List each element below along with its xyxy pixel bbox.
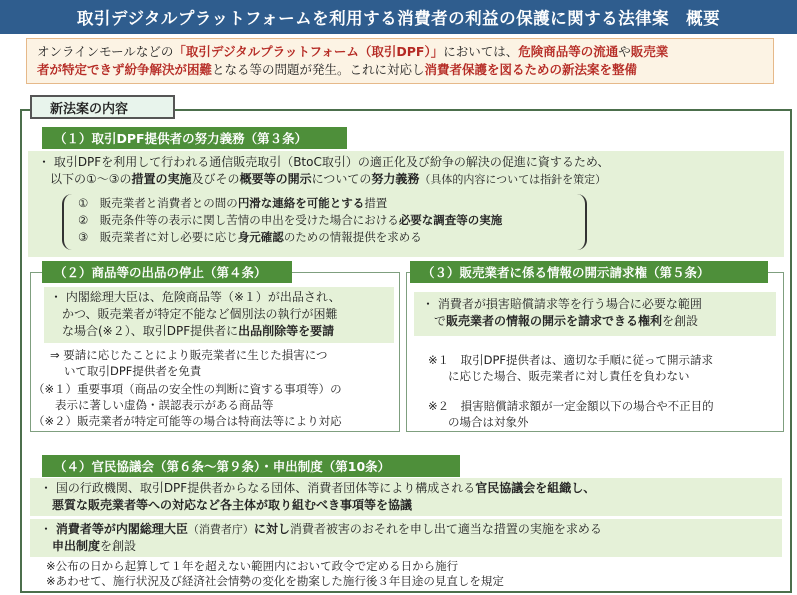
section-2-footnotes: （※１）重要事項（商品の安全性の判断に資する事項等）の 表示に著しい虚偽・誤認表示がある商品等 （※２）販売業者が特定可能等の場合は特商法等により対応 — [33, 382, 342, 428]
intro-line-2: 者が特定できず紛争解決が困難となる等の問題が発生。これに対応し消費者保護を図るための新法案を整備 — [37, 62, 638, 77]
section-4-footnotes: ※公布の日から起算して１年を超えない範囲内において政令で定める日から施行 ※あわせて、施行状況及び経済社会情勢の変化を勘案した施行後３年目途の見直しを規定 — [46, 559, 504, 588]
intro-summary-box — [26, 38, 774, 84]
section-1-heading: （１）取引DPF提供者の努力義務（第３条） — [42, 127, 347, 149]
section-2-box — [44, 287, 394, 343]
section-3-note-2: ※２ 損害賠償請求額が一定金額以下の場合や不正目的 の場合は対象外 — [428, 399, 714, 429]
measure-item-2: ② 販売条件等の表示に関し苦情の申出を受けた場合における必要な調査等の実施 — [78, 213, 503, 227]
section-4-bullet-2-line-2: 申出制度を創設 — [52, 539, 137, 553]
section-3-heading: （３）販売業者に係る情報の開示請求権（第５条） — [410, 261, 768, 283]
intro-line-1: オンラインモールなどの「取引デジタルプラットフォーム（取引DPF）」においては、危険商品等の流通や販売業 — [37, 44, 669, 59]
section-4-box-1 — [30, 478, 782, 516]
section-1-measures-list — [62, 194, 587, 250]
section-2-bullet-line-2: かつ、販売業者が特定不能など個別法の執行が困難 — [62, 307, 338, 321]
section-4-bullet-1-line-2: 悪質な販売業者等への対応など各主体が取り組むべき事項等を協議 — [52, 498, 413, 512]
section-3-bullet-line-1: ・ 消費者が損害賠償請求等を行う場合に必要な範囲 — [422, 297, 702, 311]
section-2-heading: （２）商品等の出品の停止（第４条） — [42, 261, 292, 283]
section-2-note: ⇒ 要請に応じたことにより販売業者に生じた損害につ いて取引DPF提供者を免責 — [50, 348, 328, 378]
new-bill-content-label: 新法案の内容 — [30, 95, 175, 119]
section-4-box-2 — [30, 519, 782, 557]
section-4-bullet-2-line-1: ・ 消費者等が内閣総理大臣（消費者庁）に対し消費者被害のおそれを申し出て適当な措置の実施を求める — [40, 522, 602, 536]
page-title: 取引デジタルプラットフォームを利用する消費者の利益の保護に関する法律案 概要 — [0, 0, 797, 34]
section-4-bullet-1-line-1: ・ 国の行政機関、取引DPF提供者からなる団体、消費者団体等により構成される官民協議会を組織し、 — [40, 481, 596, 495]
section-2-bullet-line-3: な場合(※２）、取引DPF提供者に出品削除等を要請 — [62, 324, 335, 338]
section-3-box — [414, 292, 776, 336]
measure-item-1: ① 販売業者と消費者との間の円滑な連絡を可能とする措置 — [78, 196, 388, 210]
section-2-bullet-line-1: ・ 内閣総理大臣は、危険商品等（※１）が出品され、 — [50, 290, 341, 304]
measure-item-3: ③ 販売業者に対し必要に応じ身元確認のための情報提供を求める — [78, 230, 422, 244]
section-3-bullet-line-2: で販売業者の情報の開示を請求できる権利を創設 — [434, 314, 699, 328]
section-4-heading: （４）官民協議会（第６条～第９条）・申出制度（第10条） — [42, 455, 460, 477]
section-1-bullet-line-1: ・ 取引DPFを利用して行われる通信販売取引（BtoC取引）の適正化及び紛争の解決の促進に資するため、 — [38, 155, 610, 169]
section-1-bullet-line-2: 以下の①～③の措置の実施及びその概要等の開示についての努力義務（具体的内容については指針を策定） — [50, 172, 607, 186]
section-3-note-1: ※１ 取引DPF提供者は、適切な手順に従って開示請求 に応じた場合、販売業者に対し責任を負わない — [428, 353, 714, 383]
